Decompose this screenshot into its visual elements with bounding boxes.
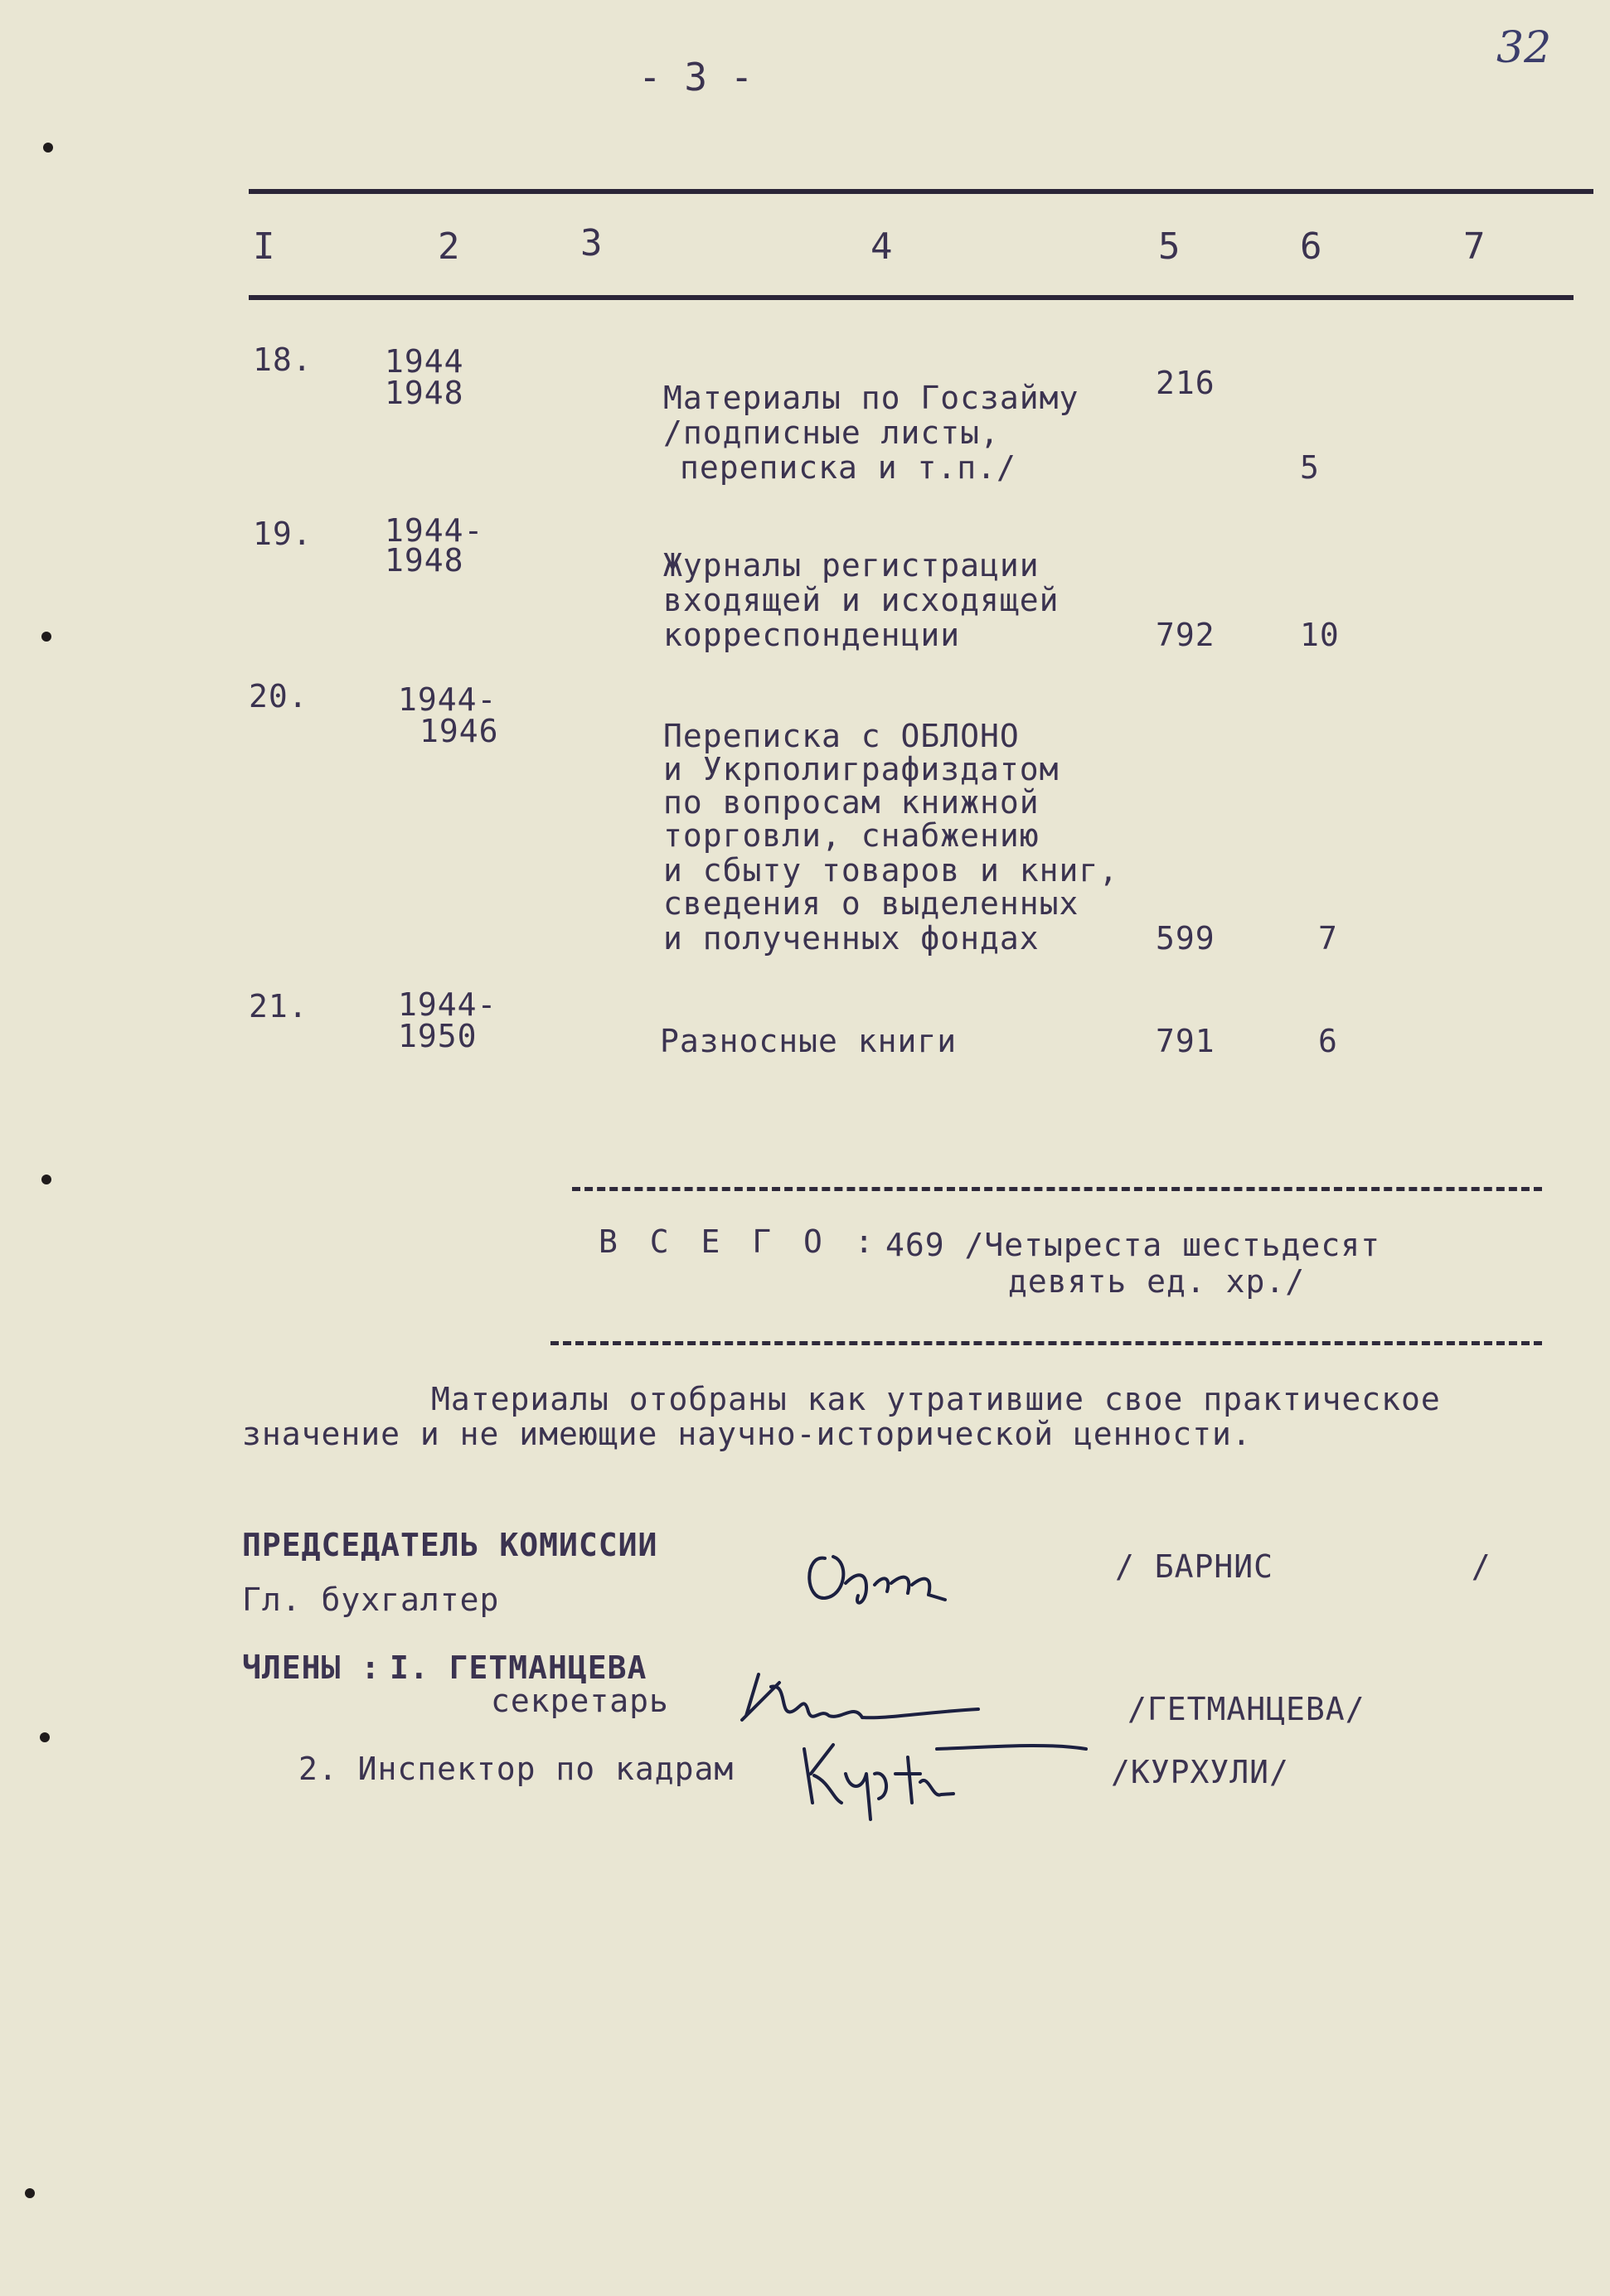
table-top-rule xyxy=(249,189,1593,194)
row-title-line: переписка и т.п./ xyxy=(680,449,1016,486)
column-header: 3 xyxy=(580,222,603,264)
row-year-start: 1944- xyxy=(398,986,497,1023)
note-line-2: значение и не имеющие научно-исторической ценности. xyxy=(242,1416,1252,1452)
row-year-end: 1946 xyxy=(419,713,499,749)
row-col5: 791 xyxy=(1156,1023,1215,1059)
column-header: 6 xyxy=(1300,225,1322,268)
row-col5: 599 xyxy=(1156,920,1215,957)
row-title-line: и сбыту товаров и книг, xyxy=(663,852,1119,889)
row-title-line: Переписка с ОБЛОНО xyxy=(663,718,1020,754)
column-header: 7 xyxy=(1463,225,1486,268)
member-1-position: секретарь xyxy=(491,1683,669,1719)
folio-number: 32 xyxy=(1496,23,1552,73)
row-col5: 792 xyxy=(1156,617,1215,653)
row-year-end: 1950 xyxy=(398,1018,478,1054)
row-col6: 6 xyxy=(1318,1023,1338,1059)
total-top-dashed-rule xyxy=(572,1187,1542,1191)
row-number: 19. xyxy=(253,516,313,552)
column-header: 4 xyxy=(870,225,893,268)
member-2-name: /КУРХУЛИ/ xyxy=(1111,1754,1289,1790)
note-line-1: Материалы отобраны как утратившие свое практическое xyxy=(431,1381,1441,1417)
row-year-end: 1948 xyxy=(385,375,464,411)
row-col6: 7 xyxy=(1318,920,1338,957)
row-year-end: 1948 xyxy=(385,542,464,579)
column-header: 5 xyxy=(1158,225,1181,268)
row-title-line: торговли, снабжению xyxy=(663,817,1040,854)
row-number: 18. xyxy=(253,341,313,378)
row-title-line: сведения о выделенных xyxy=(663,885,1079,922)
binding-hole xyxy=(40,1732,50,1742)
chairman-signature xyxy=(788,1525,1003,1616)
chairman-title: ПРЕДСЕДАТЕЛЬ КОМИССИИ xyxy=(242,1527,658,1563)
column-header: I xyxy=(253,225,275,268)
row-number: 20. xyxy=(249,678,308,714)
total-line-1: 469 /Четыреста шестьдесят xyxy=(885,1227,1380,1263)
row-col6: 10 xyxy=(1300,617,1340,653)
chairman-name: / БАРНИС / xyxy=(1115,1548,1491,1585)
total-line-2: девять ед. хр./ xyxy=(1008,1263,1306,1300)
row-title-line: Материалы по Госзайму xyxy=(663,380,1079,416)
binding-hole xyxy=(41,1175,51,1184)
column-header: 2 xyxy=(438,225,460,268)
total-bottom-dashed-rule xyxy=(550,1341,1542,1345)
row-year-start: 1944- xyxy=(385,512,484,549)
row-year-start: 1944 xyxy=(385,343,464,380)
binding-hole xyxy=(25,2188,35,2198)
row-number: 21. xyxy=(249,988,308,1024)
row-col6: 5 xyxy=(1300,449,1320,486)
member-2-signature xyxy=(796,1724,1094,1832)
row-year-start: 1944- xyxy=(398,681,497,718)
row-title-line: входящей и исходящей xyxy=(663,582,1060,618)
table-header-rule xyxy=(249,295,1574,300)
binding-hole xyxy=(41,632,51,642)
row-title-line: и полученных фондах xyxy=(663,920,1040,957)
chairman-position: Гл. бухгалтер xyxy=(242,1582,500,1618)
row-title-line: Журналы регистрации xyxy=(663,547,1040,584)
total-label: В С Е Г О : xyxy=(599,1223,880,1260)
row-title-line: и Укрполиграфиздатом xyxy=(663,751,1060,787)
row-col5: 216 xyxy=(1156,365,1215,401)
members-label: ЧЛЕНЫ : xyxy=(242,1649,381,1686)
row-title-line: корреспонденции xyxy=(663,617,961,653)
row-title-line: Разносные книги xyxy=(660,1023,958,1059)
row-title-line: по вопросам книжной xyxy=(663,784,1040,821)
page-number: - 3 - xyxy=(638,55,754,99)
member-1: I. ГЕТМАНЦЕВА xyxy=(390,1649,647,1686)
binding-hole xyxy=(43,143,53,153)
member-1-name: /ГЕТМАНЦЕВА/ xyxy=(1127,1691,1365,1727)
member-2: 2. Инспектор по кадрам xyxy=(298,1751,735,1787)
row-title-line: /подписные листы, xyxy=(663,414,1000,451)
